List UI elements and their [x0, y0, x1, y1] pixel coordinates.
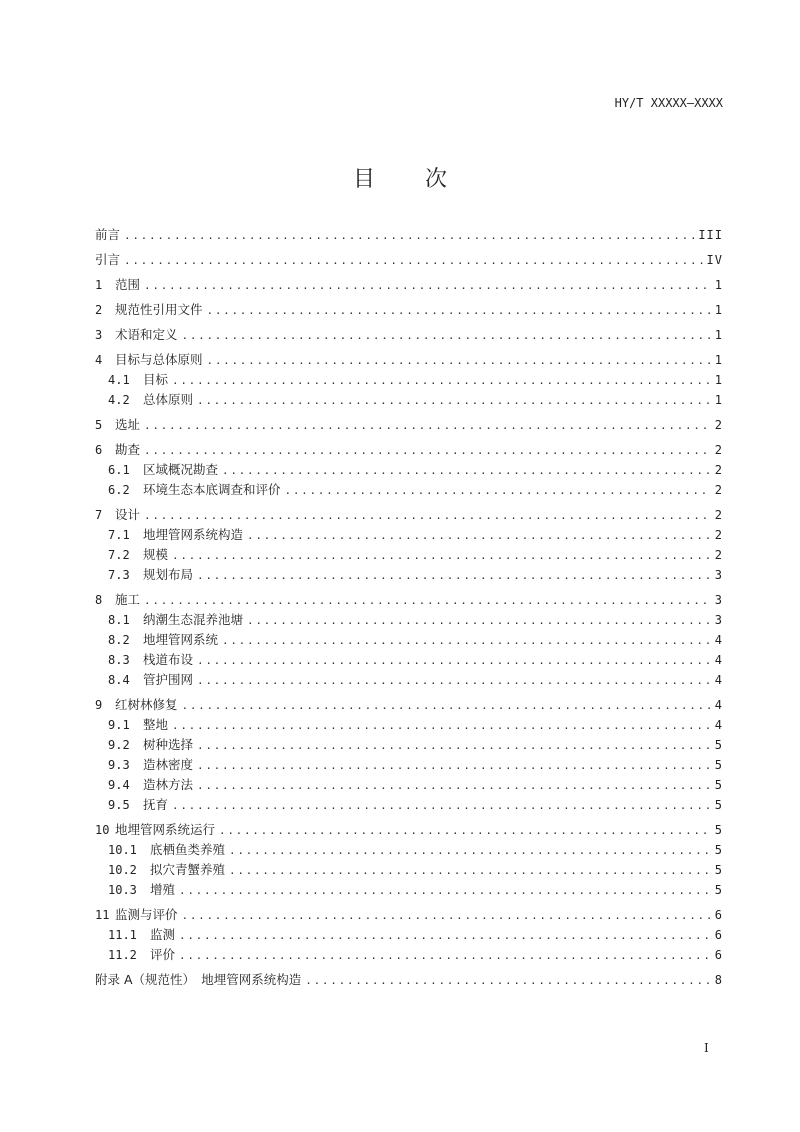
toc-entry-number: 8.4	[108, 673, 130, 687]
toc-entry[interactable]	[95, 755, 723, 775]
toc-entry-label: 监测	[150, 927, 176, 942]
dot-leader	[144, 276, 711, 296]
toc-entry-label: 选址	[115, 417, 141, 432]
toc-entry[interactable]	[95, 480, 723, 500]
toc-entry[interactable]	[95, 325, 723, 345]
toc-entry[interactable]	[95, 610, 723, 630]
toc-entry-label: 总体原则	[143, 392, 194, 407]
toc-entry-label: 地埋管网系统运行	[115, 822, 216, 837]
toc-entry-label: 施工	[115, 592, 141, 607]
toc-entry-label: 引言	[95, 252, 121, 267]
dot-leader	[179, 946, 711, 966]
toc-entry-number: 6	[95, 443, 103, 457]
toc-entry[interactable]	[95, 350, 723, 370]
toc-entry[interactable]	[95, 460, 723, 480]
dot-leader	[144, 441, 711, 461]
toc-entry[interactable]	[95, 715, 723, 735]
toc-entry-page: 5	[714, 883, 723, 897]
toc-entry-page: 4	[714, 633, 723, 647]
toc-entry-number: 4.1	[108, 373, 130, 387]
toc-entry[interactable]	[95, 970, 723, 990]
dot-leader	[197, 651, 711, 671]
toc-entry-page: IV	[706, 253, 723, 267]
toc-entry-number: 8.1	[108, 613, 130, 627]
toc-entry-label: 造林密度	[143, 757, 194, 772]
toc-entry[interactable]	[95, 695, 723, 715]
dot-leader	[229, 841, 711, 861]
toc-entry-label: 树种选择	[143, 737, 194, 752]
toc-entry-number: 11	[95, 908, 110, 922]
toc-entry-label: 范围	[115, 277, 141, 292]
toc-entry-page: 2	[714, 483, 723, 497]
toc-entry-label: 区域概况勘查	[143, 462, 219, 477]
toc-entry-label: 栈道布设	[143, 652, 194, 667]
dot-leader	[182, 326, 711, 346]
dot-leader	[247, 526, 711, 546]
toc-entry-page: 3	[714, 593, 723, 607]
dot-leader	[197, 671, 711, 691]
toc-entry[interactable]	[95, 945, 723, 965]
dot-leader	[207, 301, 711, 321]
dot-leader	[172, 796, 711, 816]
dot-leader	[179, 881, 711, 901]
toc-entry-number: 10	[95, 823, 110, 837]
toc-entry[interactable]	[95, 880, 723, 900]
toc-entry-page: 2	[714, 508, 723, 522]
toc-entry-label: 勘查	[115, 442, 141, 457]
toc-entry-page: 1	[714, 328, 723, 342]
dot-leader	[179, 926, 711, 946]
toc-entry-label: 抚育	[143, 797, 169, 812]
toc-entry-label: 底栖鱼类养殖	[150, 842, 226, 857]
dot-leader	[207, 351, 711, 371]
toc-title-left: 目	[352, 167, 375, 192]
dot-leader	[182, 696, 711, 716]
toc-entry-page: 5	[714, 758, 723, 772]
toc-entry[interactable]	[95, 440, 723, 460]
toc-entry-page: 6	[714, 908, 723, 922]
toc-entry-page: 6	[714, 948, 723, 962]
toc-entry-number: 8.3	[108, 653, 130, 667]
table-of-contents	[95, 220, 723, 990]
toc-entry-label: 纳潮生态混养池塘	[143, 612, 244, 627]
toc-entry[interactable]	[95, 860, 723, 880]
page-number: I	[704, 1041, 709, 1055]
dot-leader	[197, 391, 711, 411]
toc-entry-label: 管护围网	[143, 672, 194, 687]
toc-entry-page: 4	[714, 718, 723, 732]
toc-entry-page: 3	[714, 568, 723, 582]
toc-entry-number: 7.2	[108, 548, 130, 562]
dot-leader	[222, 631, 711, 651]
toc-entry-label: 监测与评价	[115, 907, 178, 922]
toc-entry-number: 9.3	[108, 758, 130, 772]
dot-leader	[197, 776, 711, 796]
toc-entry-number: 5	[95, 418, 103, 432]
toc-entry-number: 1	[95, 278, 103, 292]
toc-entry-label: 拟穴青蟹养殖	[150, 862, 226, 877]
toc-entry-label: 设计	[115, 507, 141, 522]
dot-leader	[172, 716, 711, 736]
toc-entry-label: 术语和定义	[115, 327, 178, 342]
toc-entry-label: 环境生态本底调查和评价	[143, 482, 281, 497]
toc-entry-page: 8	[714, 973, 723, 987]
toc-entry-page: 5	[714, 798, 723, 812]
dot-leader	[124, 251, 703, 271]
toc-entry-page: 5	[714, 863, 723, 877]
toc-title-right: 次	[425, 167, 448, 192]
toc-entry-label: 前言	[95, 227, 121, 242]
toc-entry-number: 7.3	[108, 568, 130, 582]
toc-entry[interactable]	[95, 795, 723, 815]
toc-entry-page: 6	[714, 928, 723, 942]
toc-entry-number: 4	[95, 353, 103, 367]
toc-entry-number: 3	[95, 328, 103, 342]
toc-entry-page: 1	[714, 353, 723, 367]
toc-entry-label: 地埋管网系统	[143, 632, 219, 647]
toc-entry-page: 3	[714, 613, 723, 627]
dot-leader	[144, 506, 711, 526]
toc-entry-number: 8.2	[108, 633, 130, 647]
dot-leader	[182, 906, 711, 926]
toc-entry-number: 9.5	[108, 798, 130, 812]
toc-entry-page: 2	[714, 528, 723, 542]
dot-leader	[124, 226, 694, 246]
toc-entry-page: 5	[714, 843, 723, 857]
toc-entry-number: 7	[95, 508, 103, 522]
toc-entry-page: 2	[714, 548, 723, 562]
toc-entry-page: 1	[714, 393, 723, 407]
toc-entry[interactable]	[95, 905, 723, 925]
toc-entry-label: 规模	[143, 547, 169, 562]
dot-leader	[247, 611, 711, 631]
dot-leader	[144, 416, 711, 436]
dot-leader	[285, 481, 711, 501]
toc-entry-page: 5	[714, 823, 723, 837]
toc-entry-number: 2	[95, 303, 103, 317]
toc-entry-number: 10.2	[108, 863, 137, 877]
toc-entry[interactable]	[95, 650, 723, 670]
toc-entry-page: 1	[714, 278, 723, 292]
dot-leader	[305, 971, 710, 991]
toc-entry-number: 9	[95, 698, 103, 712]
toc-entry-page: 1	[714, 303, 723, 317]
toc-entry-page: 4	[714, 653, 723, 667]
toc-entry-number: 6.1	[108, 463, 130, 477]
toc-entry[interactable]	[95, 820, 723, 840]
toc-entry[interactable]	[95, 225, 723, 245]
toc-entry-label: 规划布局	[143, 567, 194, 582]
toc-entry-number: 9.1	[108, 718, 130, 732]
dot-leader	[197, 756, 711, 776]
dot-leader	[229, 861, 711, 881]
toc-entry[interactable]	[95, 925, 723, 945]
toc-entry-label: 造林方法	[143, 777, 194, 792]
dot-leader	[144, 591, 711, 611]
toc-entry[interactable]	[95, 275, 723, 295]
toc-entry[interactable]	[95, 775, 723, 795]
toc-entry-label: 地埋管网系统构造	[143, 527, 244, 542]
toc-entry-page: 4	[714, 673, 723, 687]
dot-leader	[219, 821, 711, 841]
toc-entry[interactable]	[95, 670, 723, 690]
toc-entry[interactable]	[95, 735, 723, 755]
toc-entry-label: 附录 A（规范性） 地埋管网系统构造	[95, 972, 302, 987]
toc-entry-page: III	[698, 228, 723, 242]
toc-entry-label: 目标与总体原则	[115, 352, 203, 367]
toc-entry[interactable]	[95, 630, 723, 650]
toc-entry[interactable]	[95, 505, 723, 525]
toc-entry-label: 规范性引用文件	[115, 302, 203, 317]
toc-entry-page: 5	[714, 778, 723, 792]
toc-entry-number: 10.3	[108, 883, 137, 897]
toc-entry-number: 4.2	[108, 393, 130, 407]
toc-entry[interactable]	[95, 545, 723, 565]
toc-entry-page: 2	[714, 418, 723, 432]
toc-entry-number: 10.1	[108, 843, 137, 857]
toc-entry-page: 4	[714, 698, 723, 712]
toc-entry[interactable]	[95, 590, 723, 610]
dot-leader	[172, 546, 711, 566]
toc-entry[interactable]	[95, 415, 723, 435]
toc-entry[interactable]	[95, 250, 723, 270]
toc-entry-label: 评价	[150, 947, 176, 962]
toc-entry-page: 1	[714, 373, 723, 387]
toc-entry[interactable]	[95, 840, 723, 860]
toc-entry[interactable]	[95, 300, 723, 320]
toc-entry-label: 整地	[143, 717, 169, 732]
toc-entry-page: 5	[714, 738, 723, 752]
toc-entry-number: 11.2	[108, 948, 137, 962]
toc-entry[interactable]	[95, 370, 723, 390]
toc-title	[0, 162, 800, 193]
dot-leader	[197, 566, 711, 586]
dot-leader	[222, 461, 711, 481]
toc-entry-number: 7.1	[108, 528, 130, 542]
toc-entry-number: 8	[95, 593, 103, 607]
toc-entry-label: 红树林修复	[115, 697, 178, 712]
toc-entry-number: 9.2	[108, 738, 130, 752]
toc-entry-number: 9.4	[108, 778, 130, 792]
toc-entry-number: 6.2	[108, 483, 130, 497]
dot-leader	[197, 736, 711, 756]
toc-entry-label: 增殖	[150, 882, 176, 897]
toc-entry[interactable]	[95, 390, 723, 410]
toc-entry-label: 目标	[143, 372, 169, 387]
toc-entry-number: 11.1	[108, 928, 137, 942]
toc-entry[interactable]	[95, 565, 723, 585]
document-code: HY/T XXXXX—XXXX	[614, 96, 723, 110]
toc-entry[interactable]	[95, 525, 723, 545]
toc-entry-page: 2	[714, 463, 723, 477]
dot-leader	[172, 371, 711, 391]
toc-entry-page: 2	[714, 443, 723, 457]
